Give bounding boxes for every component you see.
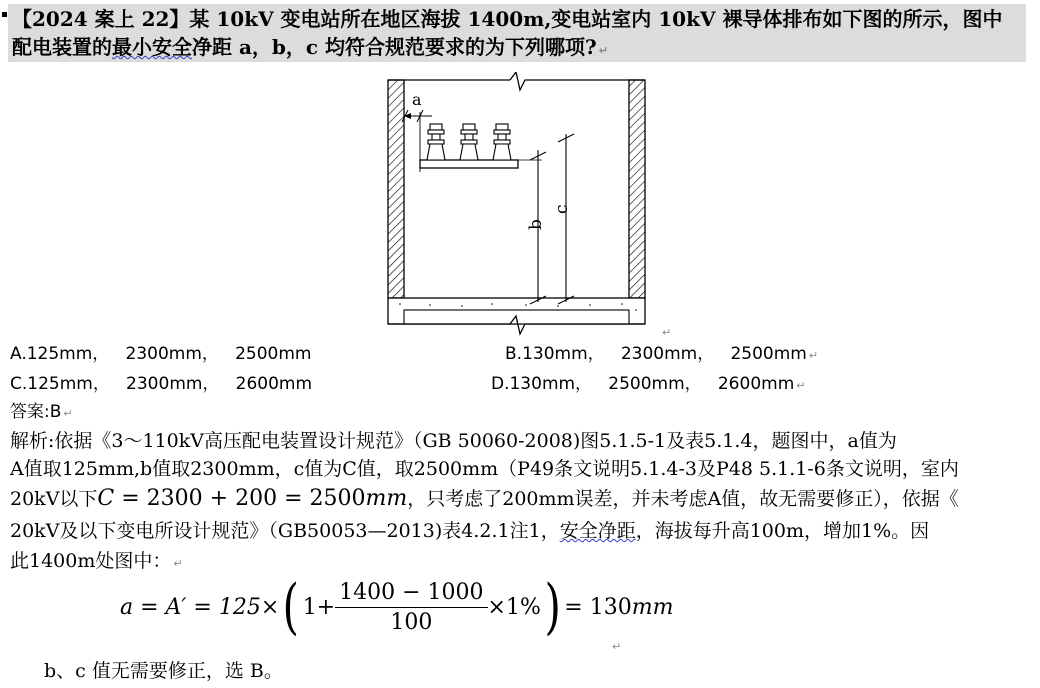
analysis-line-1: 解析:依据《3～110kV高压配电装置设计规范》（GB 50060-2008)图5.1.5-1及表5.1.4，题图中，a值为 xyxy=(10,430,897,452)
question-line-2: 配电装置的最小安全净距 a，b，c 均符合规范要求的为下列哪项? ↵ xyxy=(12,35,608,59)
option-a: A.125mm， 2300mm， 2500mm xyxy=(10,344,312,364)
insulator-bracket xyxy=(420,160,518,168)
analysis-line-4: 20kV及以下变电所设计规范》（GB50053—2013)表4.2.1注1，安全净距，海拔每升高100m，增加1%。因 xyxy=(10,520,930,542)
bullet-icon xyxy=(2,12,7,17)
break-mark-top xyxy=(510,72,645,90)
option-c: C.125mm， 2300mm， 2600mm xyxy=(10,374,313,394)
option-b: B.130mm， 2300mm， 2500mm ↵ xyxy=(505,344,819,364)
left-wall xyxy=(388,80,404,298)
formula: a = A′ = 125× ( 1+ $\frac{1400 - 1000}{100}$ ×1% ) = 130 mm xyxy=(120,572,674,642)
analysis-final: b、c 值无需要修正，选 B。 xyxy=(44,660,283,682)
question-line-1: 【2024 案上 22】某 10kV 变电站所在地区海拔 1400m,变电站室内 10kV 裸导体排布如下图的所示，图中 xyxy=(12,7,1003,31)
analysis-line-2: A值取125mm,b值取2300mm，c值为C值，取2500mm（P49条文说明5.1.4-3及P48 5.1.1-6条文说明，室内 xyxy=(10,458,959,480)
analysis-line-5: 此1400m处图中： ↵ xyxy=(10,550,183,572)
substation-diagram xyxy=(380,72,670,340)
insulators xyxy=(427,124,511,160)
label-c: c xyxy=(552,204,572,214)
option-d: D.130mm， 2500mm， 2600mm ↵ xyxy=(491,374,806,394)
right-wall xyxy=(629,80,645,298)
label-a: a xyxy=(412,90,422,109)
label-b: b xyxy=(526,219,546,230)
analysis-line-3: 20kV以下C = 2300 + 200 = 2500mm，只考虑了200mm误差，并未考虑A值，故无需要修正），依据《 xyxy=(10,486,959,511)
answer: 答案:B ↵ xyxy=(10,402,73,422)
